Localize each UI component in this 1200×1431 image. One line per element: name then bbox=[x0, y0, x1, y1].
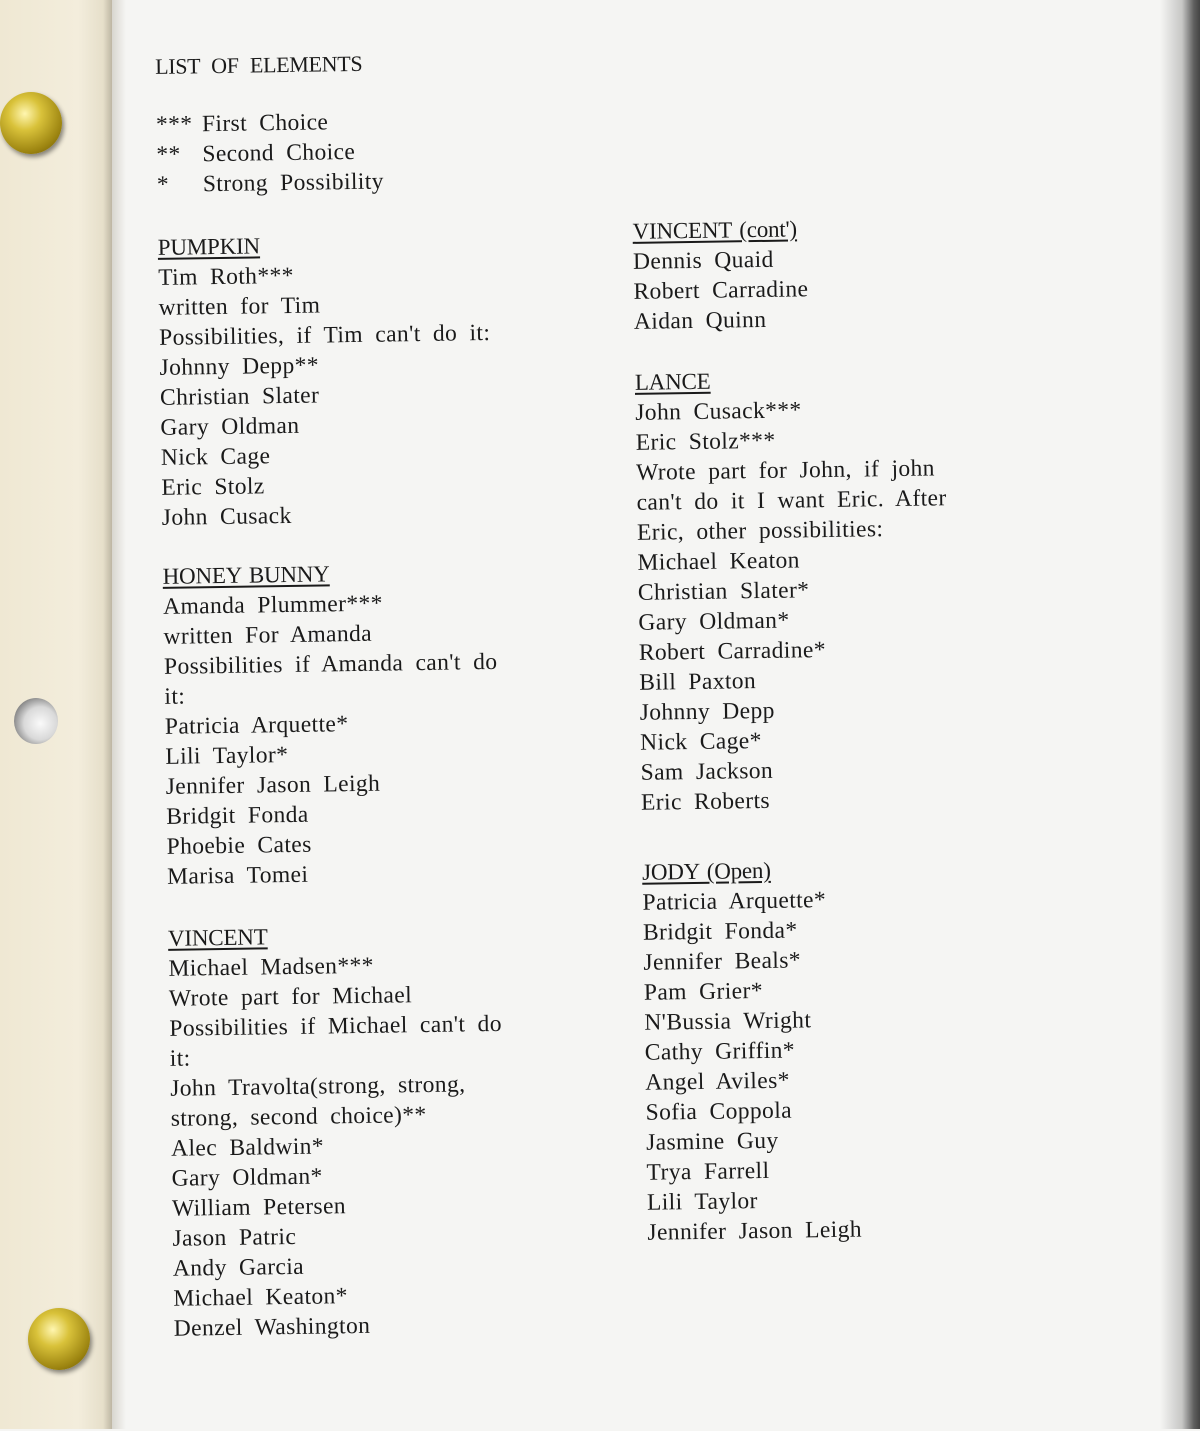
casting-line: John Cusack bbox=[161, 502, 292, 531]
role-heading: HONEY BUNNY bbox=[162, 561, 330, 589]
casting-line: Andy Garcia bbox=[172, 1253, 305, 1282]
left-column bbox=[155, 47, 508, 1344]
casting-line: N'Bussia Wright bbox=[644, 1007, 812, 1036]
casting-line: Eric, other possibilities: bbox=[636, 516, 884, 546]
legend-stars: ** bbox=[156, 141, 181, 168]
casting-line: Gary Oldman* bbox=[638, 607, 790, 636]
casting-line: Michael Keaton* bbox=[173, 1283, 349, 1312]
casting-line: Johnny Depp** bbox=[159, 352, 320, 381]
casting-line: Johnny Depp bbox=[639, 697, 775, 726]
casting-line: Tim Roth*** bbox=[158, 262, 294, 291]
casting-line: Gary Oldman* bbox=[171, 1163, 323, 1192]
casting-line: Wrote part for John, if john bbox=[635, 455, 936, 486]
casting-line: strong, second choice)** bbox=[170, 1102, 427, 1132]
casting-line: Sofia Coppola bbox=[645, 1097, 793, 1126]
casting-line: written For Amanda bbox=[163, 620, 373, 650]
casting-line: Aidan Quinn bbox=[633, 306, 767, 335]
casting-line: Phoebie Cates bbox=[166, 831, 312, 860]
casting-line: Patricia Arquette* bbox=[642, 887, 827, 916]
legend-label: Strong Possibility bbox=[202, 168, 385, 198]
casting-line: Alec Baldwin* bbox=[170, 1133, 325, 1162]
casting-line: it: bbox=[169, 1045, 191, 1072]
right-sections bbox=[632, 212, 957, 1247]
casting-line: Bridgit Fonda* bbox=[642, 917, 798, 946]
casting-line: Eric Stolz*** bbox=[635, 427, 776, 456]
casting-line: Jennifer Beals* bbox=[643, 947, 802, 976]
casting-line: Bridgit Fonda bbox=[166, 801, 309, 830]
casting-line: Nick Cage bbox=[160, 443, 271, 471]
casting-line: Michael Keaton bbox=[637, 547, 801, 576]
legend-label: Second Choice bbox=[202, 138, 356, 168]
role-section bbox=[168, 919, 508, 1344]
casting-line: John Cusack*** bbox=[635, 397, 802, 426]
casting-line: Michael Madsen*** bbox=[168, 952, 374, 982]
legend-label: First Choice bbox=[201, 109, 329, 138]
casting-line: Trya Farrell bbox=[646, 1157, 770, 1186]
legend-stars: * bbox=[156, 171, 170, 198]
casting-line: Nick Cage* bbox=[639, 728, 762, 756]
casting-line: Robert Carradine bbox=[633, 276, 809, 305]
legend-row bbox=[156, 135, 490, 170]
role-section bbox=[632, 212, 944, 337]
casting-line: Jennifer Jason Leigh bbox=[647, 1216, 863, 1246]
casting-line: written for Tim bbox=[158, 292, 321, 321]
casting-line: Eric Roberts bbox=[640, 787, 771, 816]
left-sections bbox=[158, 228, 508, 1344]
right-column bbox=[632, 212, 957, 1247]
casting-line: Lili Taylor bbox=[646, 1188, 758, 1216]
role-heading: VINCENT (cont') bbox=[632, 216, 798, 244]
casting-line: Lili Taylor* bbox=[165, 742, 289, 770]
role-heading: VINCENT bbox=[167, 924, 268, 951]
role-heading: JODY (Open) bbox=[641, 857, 771, 885]
role-heading: LANCE bbox=[634, 368, 711, 395]
casting-line: Christian Slater* bbox=[637, 577, 810, 606]
casting-line: Possibilities if Michael can't do bbox=[169, 1010, 503, 1042]
casting-line: Sam Jackson bbox=[640, 757, 774, 786]
casting-line: Possibilities, if Tim can't do it: bbox=[158, 319, 491, 351]
casting-line: John Travolta(strong, strong, bbox=[170, 1071, 466, 1102]
casting-line: can't do it I want Eric. After bbox=[636, 485, 947, 516]
role-section bbox=[635, 363, 952, 818]
role-section bbox=[158, 228, 496, 533]
casting-line: Gary Oldman bbox=[160, 412, 300, 441]
legend-row bbox=[157, 165, 491, 200]
casting-line: William Petersen bbox=[171, 1193, 347, 1222]
casting-line: Robert Carradine* bbox=[638, 637, 827, 666]
legend-row bbox=[156, 105, 490, 140]
casting-line: Cathy Griffin* bbox=[644, 1037, 796, 1066]
legend bbox=[156, 105, 491, 200]
casting-line: Wrote part for Michael bbox=[168, 982, 413, 1012]
casting-line: it: bbox=[164, 683, 186, 710]
page-title: LIST OF ELEMENTS bbox=[154, 50, 363, 79]
casting-line: Marisa Tomei bbox=[166, 861, 309, 890]
casting-line: Jennifer Jason Leigh bbox=[165, 770, 381, 800]
role-heading: PUMPKIN bbox=[157, 233, 261, 260]
casting-line: Eric Stolz bbox=[161, 473, 265, 501]
casting-line: Dennis Quaid bbox=[632, 246, 774, 275]
casting-line: Amanda Plummer*** bbox=[162, 590, 383, 620]
casting-line: Denzel Washington bbox=[173, 1312, 371, 1342]
casting-line: Pam Grier* bbox=[643, 978, 764, 1006]
casting-line: Bill Paxton bbox=[639, 668, 757, 696]
casting-line: Jasmine Guy bbox=[645, 1127, 779, 1156]
casting-line: Possibilities if Amanda can't do bbox=[163, 648, 498, 680]
casting-line: Christian Slater bbox=[159, 382, 320, 411]
legend-stars: *** bbox=[155, 111, 193, 138]
casting-line: Patricia Arquette* bbox=[164, 711, 349, 740]
role-section bbox=[162, 557, 500, 892]
role-section bbox=[642, 853, 958, 1248]
casting-line: Angel Aviles* bbox=[645, 1067, 790, 1096]
casting-line: Jason Patric bbox=[172, 1223, 297, 1252]
